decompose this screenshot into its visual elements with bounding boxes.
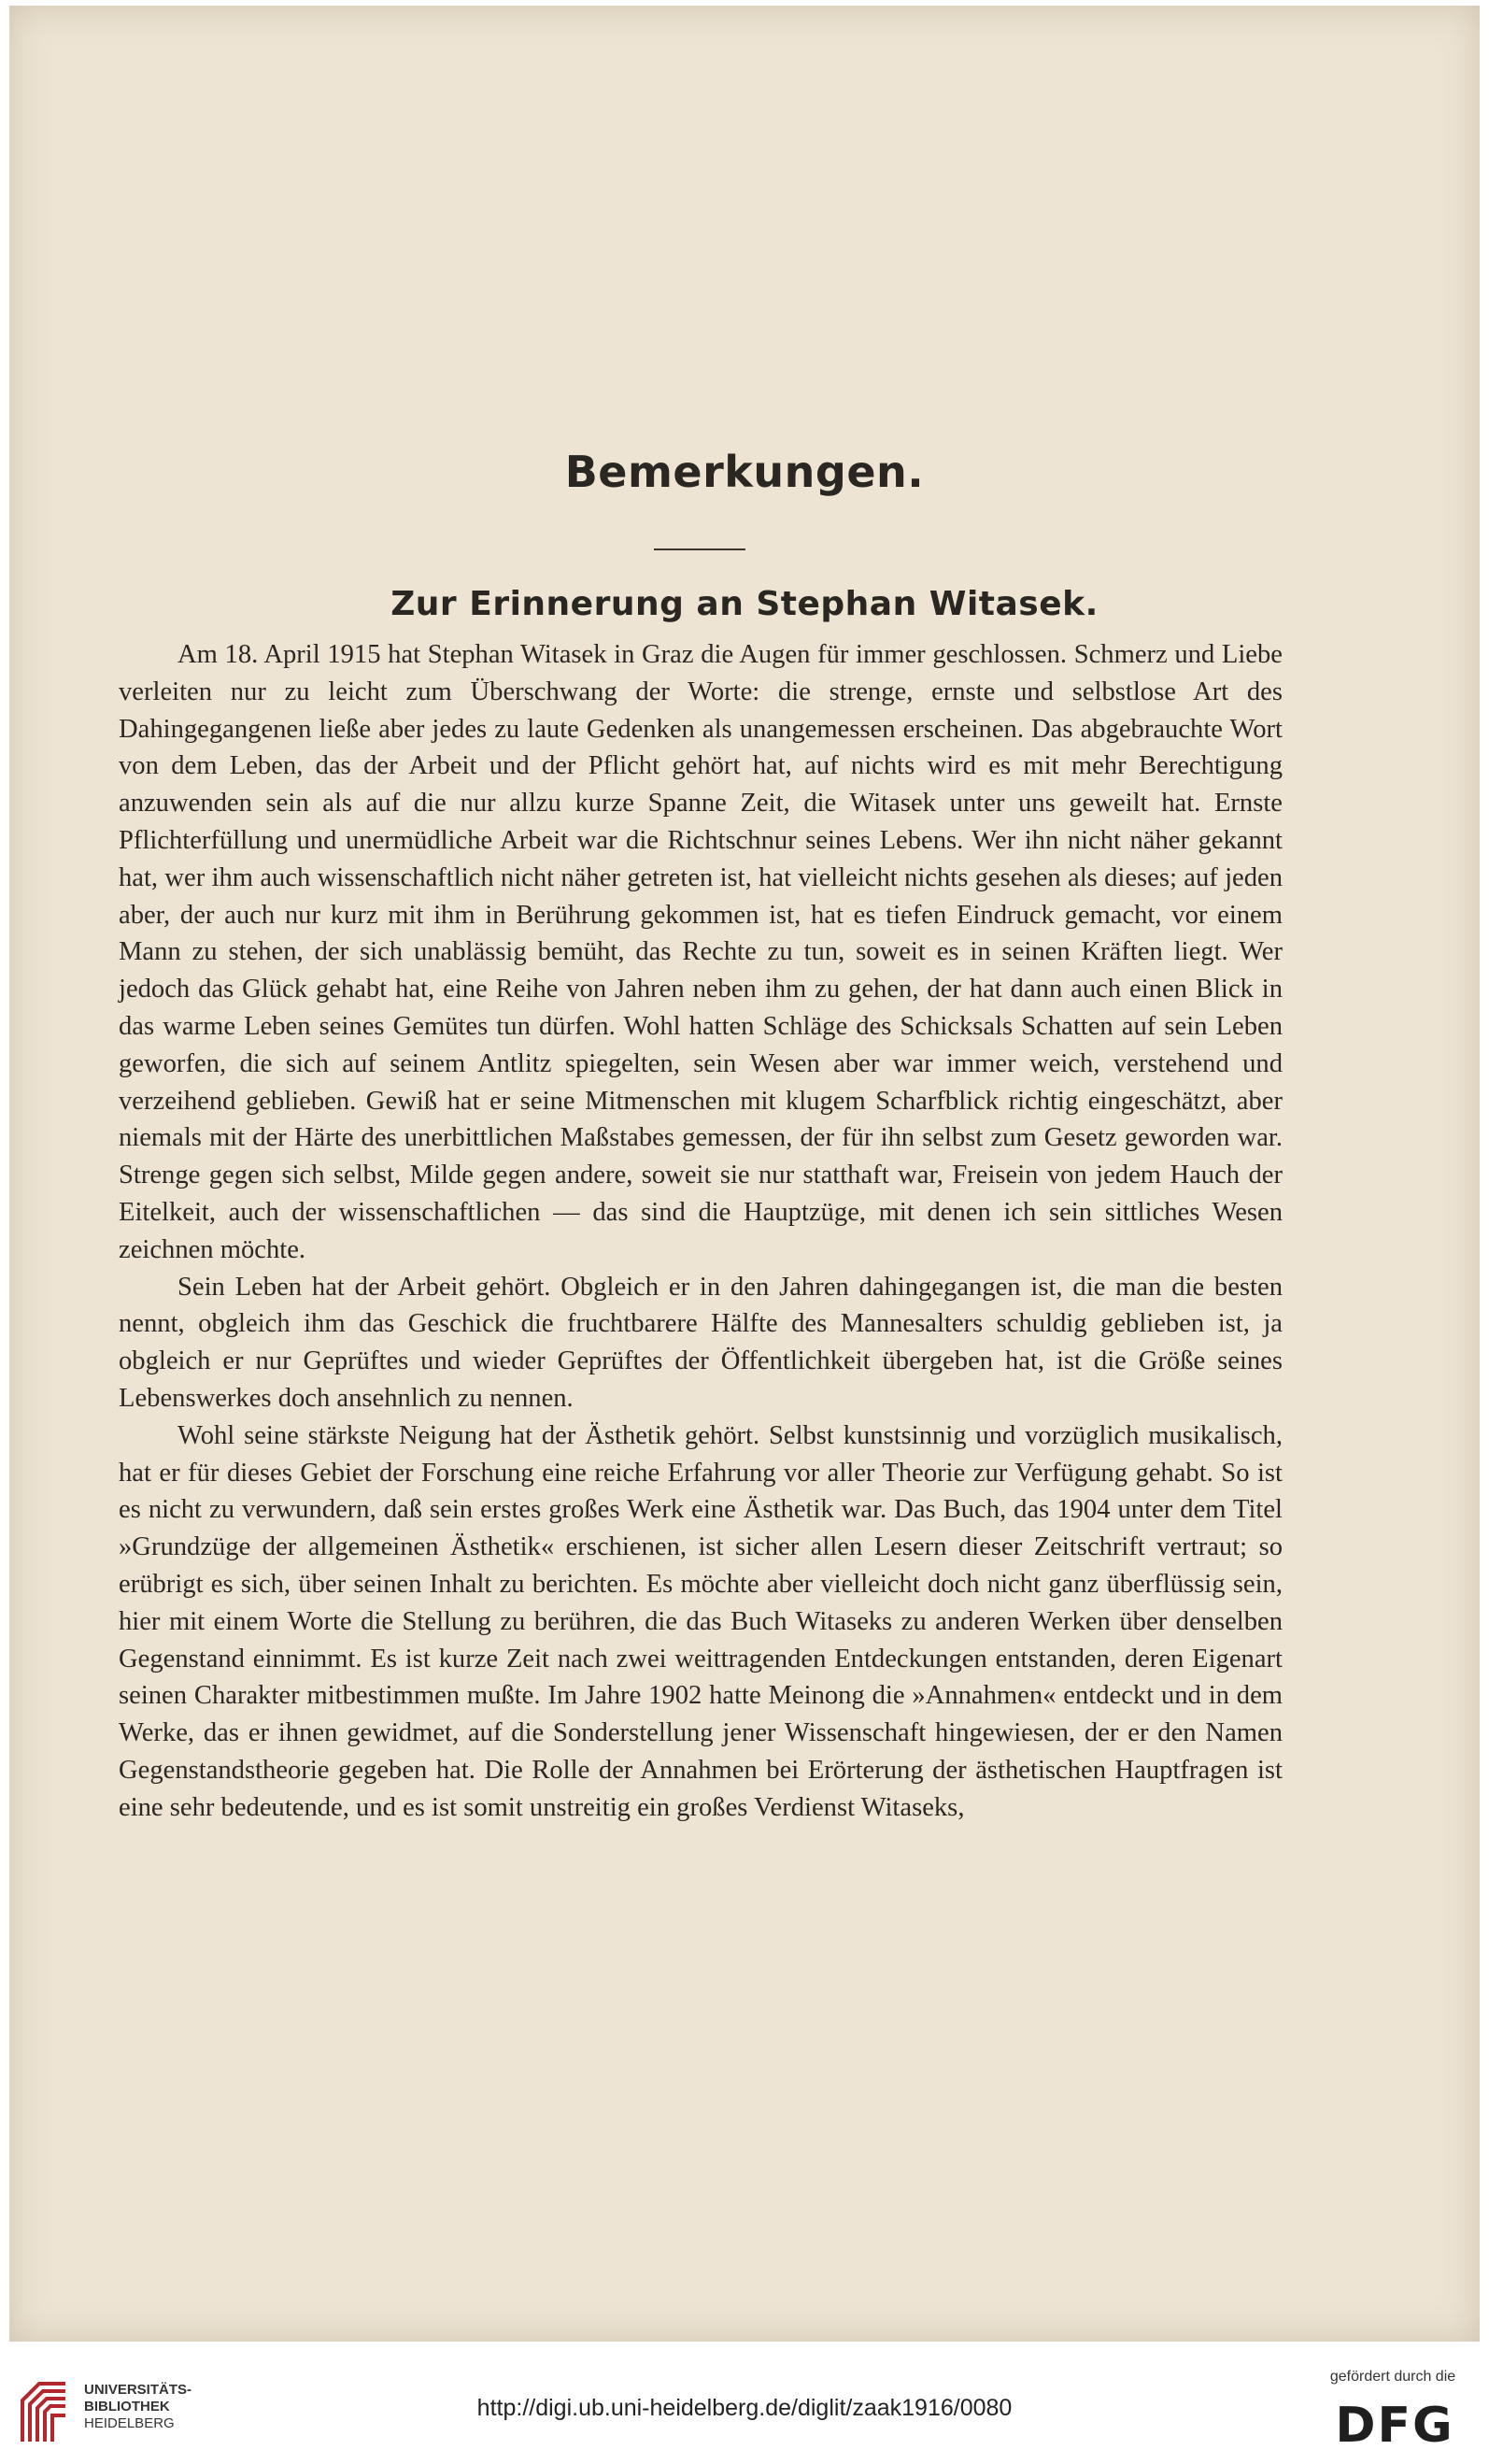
permalink-url[interactable]: http://digi.ub.uni-heidelberg.de/diglit/zaak1916/0080: [476, 2395, 1013, 2421]
paragraph-2: Sein Leben hat der Arbeit gehört. Obgleich er in den Jahren dahingegangen ist, die man die besten nennt, obgleich ihm das Geschick die fruchtbarere Hälfte des Mannesalters schuldig geblieben ist, ja obgleich er nur Geprüftes und wieder Geprüftes der Öffentlichkeit übergeben hat, ist die Größe seines Lebenswerkes doch ansehnlich zu nennen.: [119, 1272, 1283, 1413]
dfg-logo-icon[interactable]: [1317, 2399, 1472, 2447]
funding-label: gefördert durch die: [1329, 2369, 1456, 2385]
article-body: [119, 636, 1283, 1827]
page-title: Bemerkungen.: [564, 447, 925, 497]
viewer-footer: [0, 2354, 1489, 2464]
library-line-2: BIBLIOTHEK: [84, 2399, 170, 2414]
library-line-1: UNIVERSITÄTS-: [84, 2382, 192, 2398]
library-line-3: HEIDELBERG: [84, 2415, 175, 2431]
article-title: Zur Erinnerung an Stephan Witasek.: [390, 585, 1099, 623]
paragraph-3: Wohl seine stärkste Neigung hat der Ästhetik gehört. Selbst kunstsinnig und vorzüglich musikalisch, hat er für dieses Gebiet der Forschung eine reiche Erfahrung vor aller Theorie zur Verfügung gehabt. So ist es nicht zu verwundern, daß sein erstes großes Werk eine Ästhetik war. Das Buch, das 1904 unter dem Titel »Grundzüge der allgemeinen Ästhetik« erschienen, ist sicher allen Lesern dieser Zeitschrift vertraut; so erübrigt es sich, über seinen Inhalt zu berichten. Es möchte aber vielleicht doch nicht ganz überflüssig sein, hier mit einem Worte die Stellung zu berühren, die das Buch Witaseks zu anderen Werken über denselben Gegenstand einnimmt. Es ist kurze Zeit nach zwei weittragenden Entdeckungen entstanden, deren Eigenart seinen Charakter mitbestimmen mußte. Im Jahre 1902 hatte Meinong die »Annahmen« entdeckt und in dem Werke, das er ihnen gewidmet, auf die Sonderstellung jener Wissenschaft hingewiesen, der er den Namen Gegenstandstheorie gegeben hat. Die Rolle der Annahmen bei Erörterung der ästhetischen Hauptfragen ist eine sehr bedeutende, und es ist somit unstreitig ein großes Verdienst Witaseks,: [119, 1420, 1283, 1822]
dfg-logo-text: DFG: [1335, 2399, 1454, 2447]
paragraph-1: Am 18. April 1915 hat Stephan Witasek in Graz die Augen für immer geschlossen. Schmerz und Liebe verleiten nur zu leicht zum Überschwang der Worte: die strenge, ernste und selbstlose Art des Dahingegangenen ließe aber jedes zu laute Gedenken als unangemessen erscheinen. Das abgebrauchte Wort von dem Leben, das der Arbeit und der Pflicht gehört hat, auf nichts wird es mit mehr Berechtigung anzuwenden sein als auf die nur allzu kurze Spanne Zeit, die Witasek unter uns geweilt hat. Ernste Pflichterfüllung und unermüdliche Arbeit war die Richtschnur seines Lebens. Wer ihn nicht näher gekannt hat, wer ihm auch wissenschaftlich nicht näher getreten ist, hat vielleicht nichts gesehen als dieses; auf jeden aber, der auch nur kurz mit ihm in Berührung gekommen ist, hat es tiefen Eindruck gemacht, vor einem Mann zu stehen, der sich unablässig bemüht, das Rechte zu tun, soweit es in seinen Kräften liegt. Wer jedoch das Glück gehabt hat, eine Reihe von Jahren neben ihm zu gehen, der hat dann auch einen Blick in das warme Leben seines Gemütes tun dürfen. Wohl hatten Schläge des Schicksals Schatten auf sein Leben geworfen, die sich auf seinem Antlitz spiegelten, sein Wesen aber war immer weich, verstehend und verzeihend geblieben. Gewiß hat er seine Mitmenschen mit klugem Scharfblick richtig eingeschätzt, aber niemals mit der Härte des unerbittlichen Maßstabes gemessen, der für ihn selbst zum Gesetz geworden war. Strenge gegen sich selbst, Milde gegen andere, soweit sie nur statthaft war, Freisein von jedem Hauch der Eitelkeit, auch der wissenschaftlichen — das sind die Hauptzüge, mit denen ich sein sittliches Wesen zeichnen möchte.: [119, 640, 1283, 1264]
title-divider: [654, 548, 745, 550]
